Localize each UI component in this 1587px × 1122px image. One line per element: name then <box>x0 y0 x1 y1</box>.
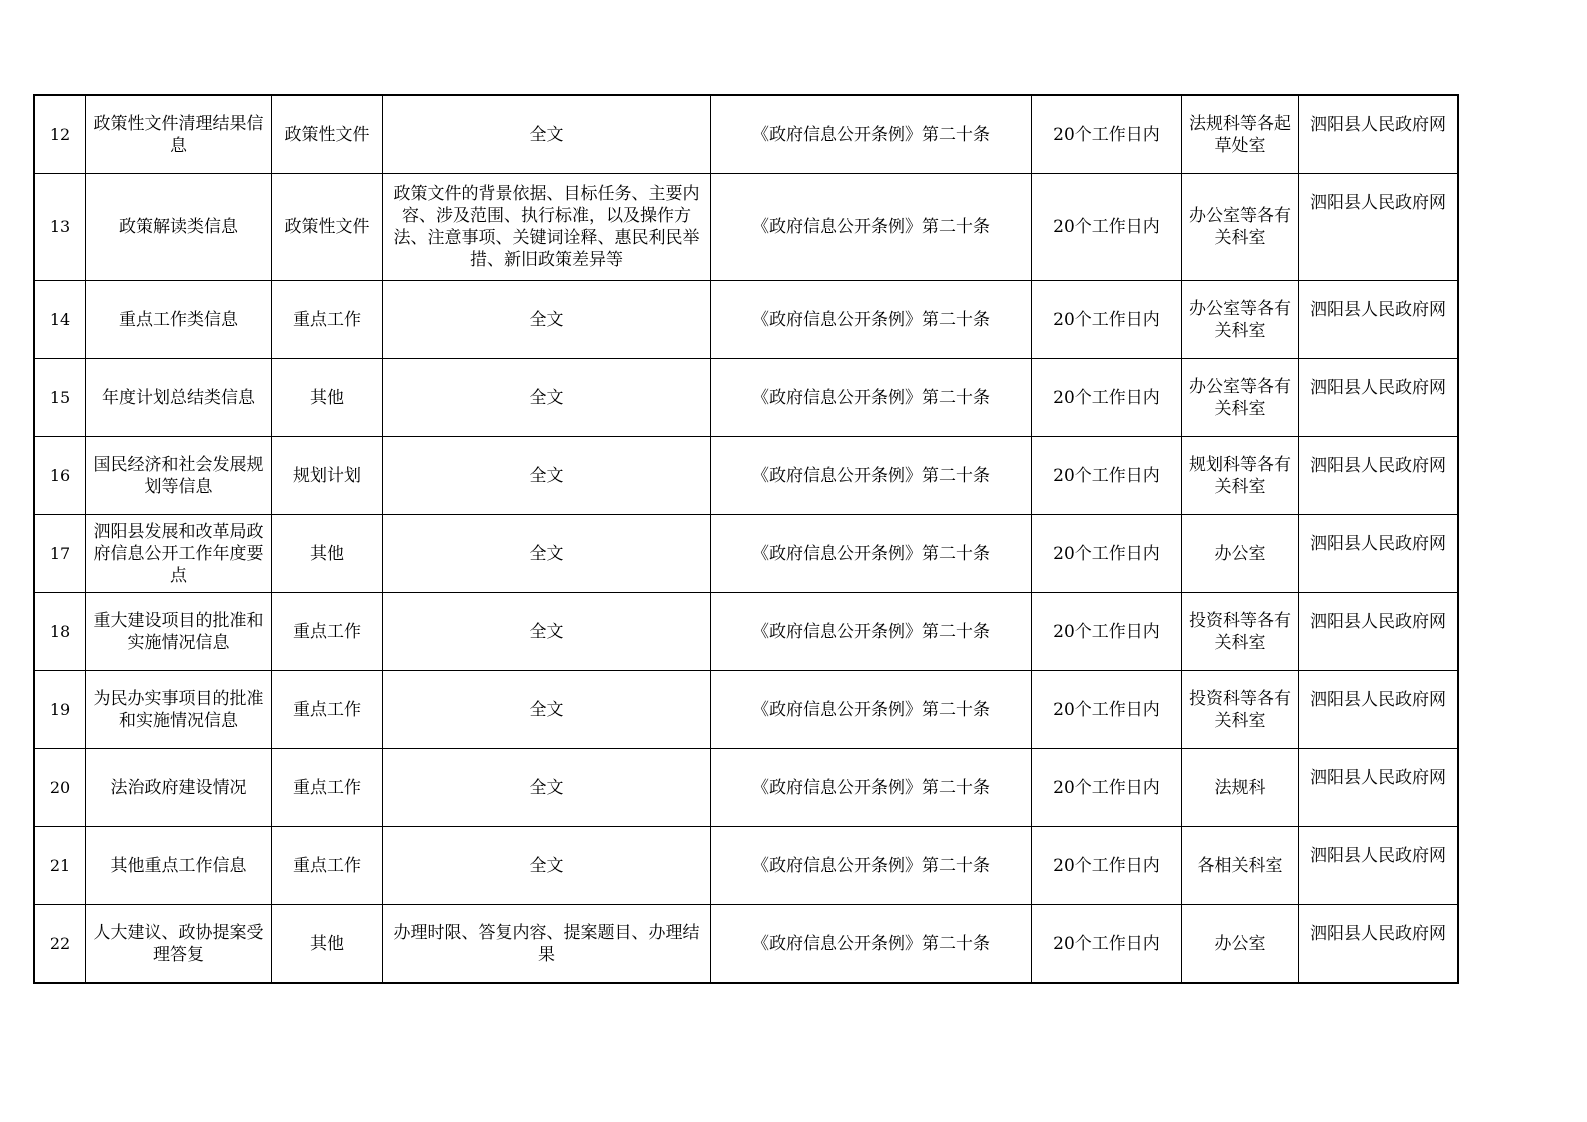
info-name-cell: 为民办实事项目的批准和实施情况信息 <box>85 670 272 749</box>
content-cell: 政策文件的背景依据、目标任务、主要内容、涉及范围、执行标准，以及操作方法、注意事项、关键词诠释、惠民利民举措、新旧政策差异等 <box>382 173 711 281</box>
category-cell: 政策性文件 <box>271 173 383 281</box>
info-name-cell: 政策解读类信息 <box>85 173 272 281</box>
row-number-cell: 19 <box>34 670 86 749</box>
deadline-cell: 20个工作日内 <box>1031 592 1182 671</box>
category-cell: 重点工作 <box>271 748 383 827</box>
deadline-cell: 20个工作日内 <box>1031 670 1182 749</box>
content-cell: 办理时限、答复内容、提案题目、办理结果 <box>382 904 711 983</box>
content-cell: 全文 <box>382 514 711 593</box>
legal-basis-cell: 《政府信息公开条例》第二十条 <box>710 670 1032 749</box>
channel-cell: 泗阳县人民政府网 <box>1298 514 1458 593</box>
info-name-cell: 法治政府建设情况 <box>85 748 272 827</box>
channel-cell: 泗阳县人民政府网 <box>1298 173 1458 281</box>
department-cell: 办公室等各有关科室 <box>1181 358 1299 437</box>
department-cell: 法规科等各起草处室 <box>1181 95 1299 174</box>
category-cell: 重点工作 <box>271 280 383 359</box>
department-cell: 投资科等各有关科室 <box>1181 592 1299 671</box>
legal-basis-cell: 《政府信息公开条例》第二十条 <box>710 436 1032 515</box>
content-cell: 全文 <box>382 95 711 174</box>
deadline-cell: 20个工作日内 <box>1031 748 1182 827</box>
info-name-cell: 国民经济和社会发展规划等信息 <box>85 436 272 515</box>
channel-cell: 泗阳县人民政府网 <box>1298 95 1458 174</box>
content-cell: 全文 <box>382 358 711 437</box>
info-name-cell: 泗阳县发展和改革局政府信息公开工作年度要点 <box>85 514 272 593</box>
department-cell: 各相关科室 <box>1181 826 1299 905</box>
content-cell: 全文 <box>382 748 711 827</box>
legal-basis-cell: 《政府信息公开条例》第二十条 <box>710 826 1032 905</box>
deadline-cell: 20个工作日内 <box>1031 358 1182 437</box>
row-number-cell: 22 <box>34 904 86 983</box>
deadline-cell: 20个工作日内 <box>1031 826 1182 905</box>
department-cell: 投资科等各有关科室 <box>1181 670 1299 749</box>
legal-basis-cell: 《政府信息公开条例》第二十条 <box>710 95 1032 174</box>
category-cell: 重点工作 <box>271 670 383 749</box>
row-number-cell: 16 <box>34 436 86 515</box>
channel-cell: 泗阳县人民政府网 <box>1298 436 1458 515</box>
department-cell: 规划科等各有关科室 <box>1181 436 1299 515</box>
legal-basis-cell: 《政府信息公开条例》第二十条 <box>710 280 1032 359</box>
legal-basis-cell: 《政府信息公开条例》第二十条 <box>710 748 1032 827</box>
category-cell: 其他 <box>271 904 383 983</box>
info-name-cell: 重点工作类信息 <box>85 280 272 359</box>
category-cell: 其他 <box>271 514 383 593</box>
department-cell: 办公室 <box>1181 904 1299 983</box>
channel-cell: 泗阳县人民政府网 <box>1298 904 1458 983</box>
row-number-cell: 18 <box>34 592 86 671</box>
channel-cell: 泗阳县人民政府网 <box>1298 826 1458 905</box>
row-number-cell: 21 <box>34 826 86 905</box>
row-number-cell: 13 <box>34 173 86 281</box>
deadline-cell: 20个工作日内 <box>1031 436 1182 515</box>
row-number-cell: 15 <box>34 358 86 437</box>
channel-cell: 泗阳县人民政府网 <box>1298 592 1458 671</box>
legal-basis-cell: 《政府信息公开条例》第二十条 <box>710 592 1032 671</box>
legal-basis-cell: 《政府信息公开条例》第二十条 <box>710 173 1032 281</box>
category-cell: 其他 <box>271 358 383 437</box>
content-cell: 全文 <box>382 826 711 905</box>
content-cell: 全文 <box>382 670 711 749</box>
channel-cell: 泗阳县人民政府网 <box>1298 670 1458 749</box>
content-cell: 全文 <box>382 436 711 515</box>
row-number-cell: 14 <box>34 280 86 359</box>
department-cell: 办公室 <box>1181 514 1299 593</box>
info-name-cell: 年度计划总结类信息 <box>85 358 272 437</box>
channel-cell: 泗阳县人民政府网 <box>1298 280 1458 359</box>
category-cell: 政策性文件 <box>271 95 383 174</box>
legal-basis-cell: 《政府信息公开条例》第二十条 <box>710 904 1032 983</box>
row-number-cell: 20 <box>34 748 86 827</box>
deadline-cell: 20个工作日内 <box>1031 95 1182 174</box>
legal-basis-cell: 《政府信息公开条例》第二十条 <box>710 358 1032 437</box>
department-cell: 办公室等各有关科室 <box>1181 280 1299 359</box>
category-cell: 重点工作 <box>271 592 383 671</box>
deadline-cell: 20个工作日内 <box>1031 514 1182 593</box>
deadline-cell: 20个工作日内 <box>1031 173 1182 281</box>
category-cell: 重点工作 <box>271 826 383 905</box>
info-name-cell: 政策性文件清理结果信息 <box>85 95 272 174</box>
row-number-cell: 12 <box>34 95 86 174</box>
content-cell: 全文 <box>382 280 711 359</box>
content-cell: 全文 <box>382 592 711 671</box>
department-cell: 办公室等各有关科室 <box>1181 173 1299 281</box>
category-cell: 规划计划 <box>271 436 383 515</box>
row-number-cell: 17 <box>34 514 86 593</box>
info-name-cell: 人大建议、政协提案受理答复 <box>85 904 272 983</box>
info-name-cell: 其他重点工作信息 <box>85 826 272 905</box>
deadline-cell: 20个工作日内 <box>1031 904 1182 983</box>
channel-cell: 泗阳县人民政府网 <box>1298 358 1458 437</box>
channel-cell: 泗阳县人民政府网 <box>1298 748 1458 827</box>
department-cell: 法规科 <box>1181 748 1299 827</box>
deadline-cell: 20个工作日内 <box>1031 280 1182 359</box>
info-name-cell: 重大建设项目的批准和实施情况信息 <box>85 592 272 671</box>
legal-basis-cell: 《政府信息公开条例》第二十条 <box>710 514 1032 593</box>
